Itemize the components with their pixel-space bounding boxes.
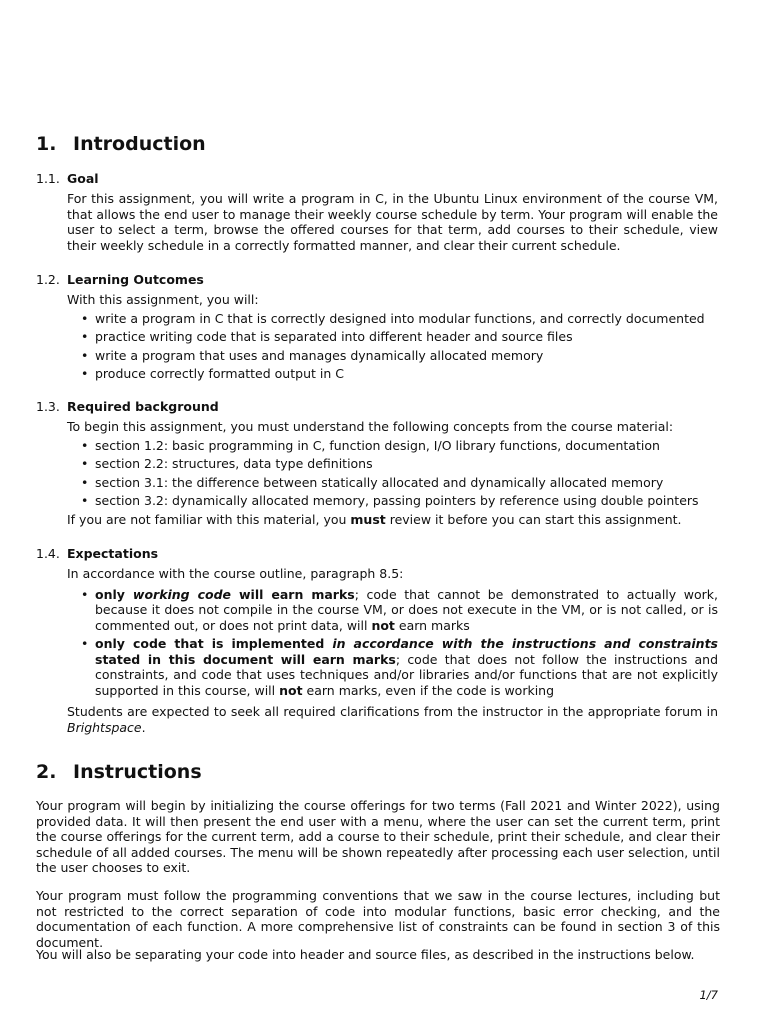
- list-item: • section 2.2: structures, data type definitions: [67, 456, 718, 472]
- list-item: • section 3.2: dynamically allocated memory, passing pointers by reference using double pointers: [67, 493, 718, 509]
- item-bold: only code that is implemented: [95, 636, 333, 651]
- list-item: • produce correctly formatted output in C: [67, 366, 718, 382]
- subsection-heading: [36, 171, 726, 187]
- subsection-number: 1.3.: [36, 399, 60, 414]
- expectations-intro: In accordance with the course outline, paragraph 8.5:: [67, 566, 404, 581]
- subsection-number: 1.4.: [36, 546, 60, 561]
- item-text: ; code that does not follow the instructions and constraints, and code that uses techniques and/or libraries and/or functions that are not explicitly supported in this course, will: [95, 651, 719, 698]
- item-bold: will earn marks: [231, 586, 355, 602]
- instructions-paragraph-1: Your program will begin by initializing the course offerings for two terms (Fall 2021 and Winter 2022), using provided data. It will then present the end user with a menu, where the user can set the current term, print the course offerings for the current term, add a course to their schedule, print their schedule, and clear their schedule of all added courses. The menu will be shown repeatedly after processing each user selection, until the user chooses to exit.: [36, 798, 720, 875]
- outcomes-intro: With this assignment, you will:: [67, 292, 259, 307]
- subsection-number: 1.1.: [36, 171, 60, 186]
- section-number: 1.: [36, 133, 57, 155]
- item-text: earn marks, even if the code is working: [302, 682, 555, 698]
- item-bold: only: [95, 586, 133, 602]
- closing-text: review it before you can start this assignment.: [385, 511, 682, 527]
- background-closing: [67, 512, 718, 528]
- subsection-title: Required background: [67, 399, 219, 414]
- closing-text: .: [141, 719, 146, 735]
- instructions-paragraph-2: Your program must follow the programming conventions that we saw in the course lectures, including but not restricted to the correct separation of code into modular functions, basic error checking, and the documentation of each function. A more comprehensive list of constraints can be found in section 3 of this document.: [36, 888, 720, 950]
- item-bold-italic: working code: [132, 586, 232, 602]
- list-item: [67, 636, 718, 698]
- list-item: • section 3.1: the difference between statically allocated and dynamically allocated memory: [67, 475, 718, 491]
- outcomes-body: [67, 292, 718, 382]
- item-bold: stated in this document will earn marks: [95, 651, 396, 667]
- background-intro: To begin this assignment, you must understand the following concepts from the course material:: [67, 419, 674, 434]
- subsection-title: Learning Outcomes: [67, 272, 204, 287]
- subsection-goal: [36, 171, 726, 253]
- list-item: • section 1.2: basic programming in C, function design, I/O library functions, documentation: [67, 438, 718, 454]
- instructions-paragraph-3: You will also be separating your code into header and source files, as described in the instructions below.: [36, 947, 695, 962]
- section-title: Instructions: [73, 761, 202, 783]
- background-body: [67, 419, 718, 527]
- subsection-title: Expectations: [67, 546, 159, 561]
- closing-text: Students are expected to seek all required clarifications from the instructor in the appropriate forum in: [67, 704, 718, 719]
- background-list: [67, 438, 718, 509]
- item-text: earn marks: [394, 617, 470, 633]
- item-bold-italic: in accordance with the instructions and constraints: [332, 636, 718, 651]
- item-bold: not: [371, 617, 395, 633]
- expectations-list: [67, 587, 718, 699]
- closing-emphasis: must: [350, 511, 386, 527]
- expectations-closing: [67, 704, 718, 735]
- section-number: 2.: [36, 761, 57, 783]
- list-item: • write a program that uses and manages dynamically allocated memory: [67, 348, 718, 364]
- list-item: • write a program in C that is correctly designed into modular functions, and correctly documented: [67, 311, 718, 327]
- goal-text: For this assignment, you will write a program in C, in the Ubuntu Linux environment of the course VM, that allows the end user to manage their weekly course schedule by term. Your program will enable the user to select a term, browse the offered courses for that term, add courses to their schedule, view their weekly schedule in a correctly formatted manner, and clear their current schedule.: [67, 191, 718, 253]
- subsection-learning-outcomes: [36, 272, 726, 385]
- item-text: ; code that cannot be demonstrated to actually work, because it does not compile in the course VM, or does not execute in the VM, or is not called, or is commented out, or does not print data, will: [95, 586, 718, 633]
- subsection-heading: [36, 546, 726, 562]
- closing-text: If you are not familiar with this material, you: [67, 511, 351, 527]
- outcomes-list: [67, 311, 718, 382]
- page-number: 1/7: [699, 988, 718, 1002]
- subsection-heading: [36, 399, 726, 415]
- closing-italic: Brightspace: [67, 719, 142, 735]
- section-title: Introduction: [73, 133, 206, 155]
- section-1-heading: [36, 133, 206, 155]
- subsection-heading: [36, 272, 726, 288]
- list-item: [67, 587, 718, 634]
- subsection-required-background: [36, 399, 726, 527]
- item-bold: not: [279, 682, 303, 698]
- expectations-body: [67, 566, 718, 735]
- subsection-number: 1.2.: [36, 272, 60, 287]
- list-item: • practice writing code that is separated into different header and source files: [67, 329, 718, 345]
- subsection-title: Goal: [67, 171, 99, 186]
- section-2-heading: [36, 761, 202, 783]
- subsection-expectations: [36, 546, 726, 735]
